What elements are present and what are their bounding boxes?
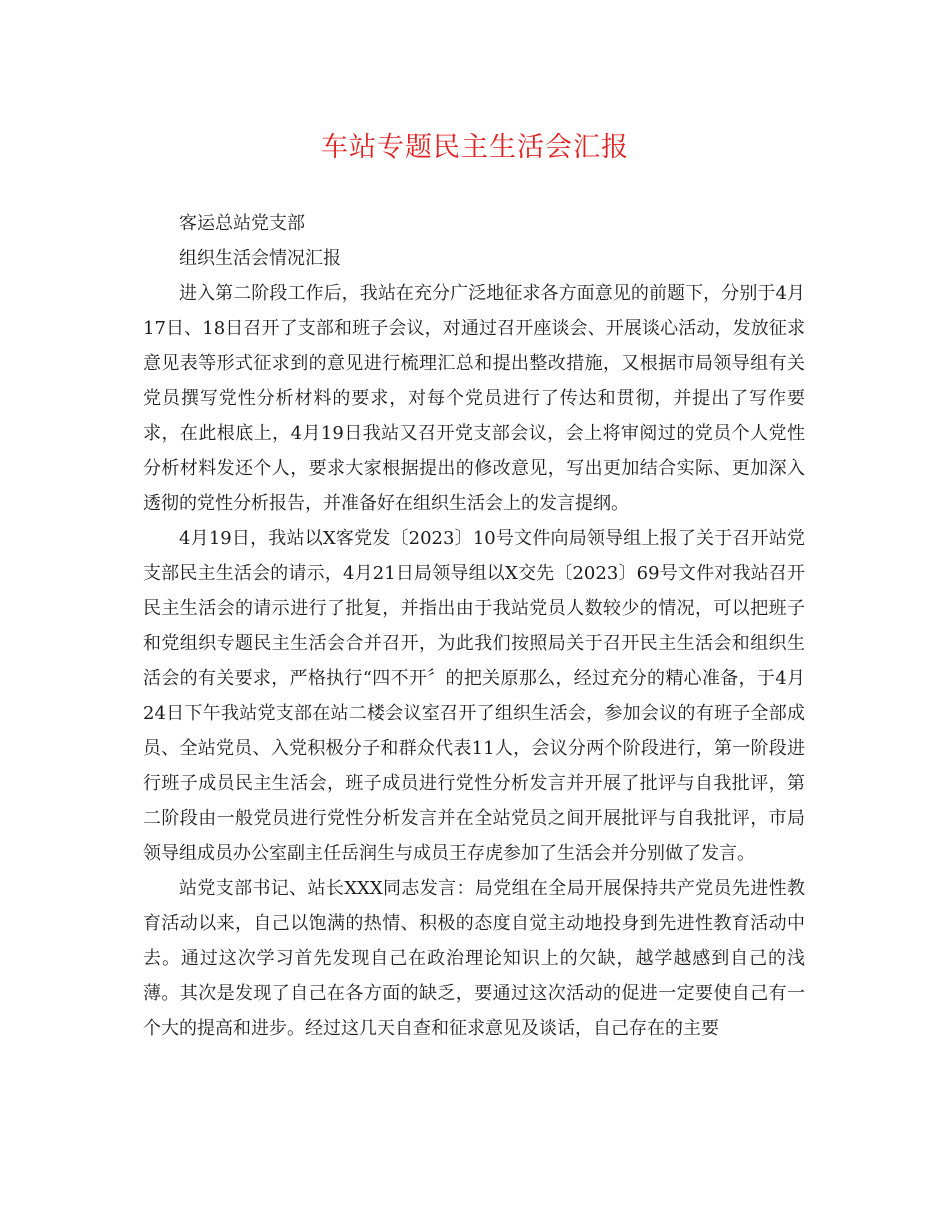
body-paragraph: 进入第二阶段工作后，我站在充分广泛地征求各方面意见的前题下，分别于4月17日、18日召开了支部和班子会议，对通过召开座谈会、开展谈心活动，发放征求意见表等形式征求到的意见进行梳理汇总和提出整改措施，又根据市局领导组有关党员撰写党性分析材料的要求，对每个党员进行了传达和贯彻，并提出了写作要求，在此根底上，4月19日我站又召开党支部会议，会上将审阅过的党员个人党性分析材料发还个人，要求大家根据提出的修改意见，写出更加结合实际、更加深入透彻的党性分析报告，并准备好在组织生活会上的发言提纲。 — [143, 283, 805, 514]
body-paragraph: 4月19日，我站以X客党发〔2023〕10号文件向局领导组上报了关于召开站党支部民主生活会的请示，4月21日局领导组以X交先〔2023〕69号文件对我站召开民主生活会的请示进行了批复，并指出由于我站党员人数较少的情况，可以把班子和党组织专题民主生活会合并召开，为此我们按照局关于召开民主生活会和组织生活会的有关要求，严格执行“四不开〞的把关原那么，经过充分的精心准备，于4月24日下午我站党支部在站二楼会议室召开了组织生活会，参加会议的有班子全部成员、全站党员、入党积极分子和群众代表11人，会议分两个阶段进行，第一阶段进行班子成员民主生活会，班子成员进行党性分析发言并开展了批评与自我批评，第二阶段由一般党员进行党性分析发言并在全站党员之间开展批评与自我批评，市局领导组成员办公室副主任岳润生与成员王存虎参加了生活会并分别做了发言。 — [143, 528, 805, 864]
page-title: 车站专题民主生活会汇报 — [321, 132, 629, 163]
org-name-line: 客运总站党支部 — [179, 213, 305, 234]
body-paragraph: 站党支部书记、站长XXX同志发言：局党组在全局开展保持共产党员先进性教育活动以来，自己以饱满的热情、积极的态度自觉主动地投身到先进性教育活动中去。通过这次学习首先发现自己在政治理论知识上的欠缺，越学越感到自己的浅薄。其次是发现了自己在各方面的缺乏，要通过这次活动的促进一定要使自己有一个大的提高和进步。经过这几天自查和征求意见及谈话，自己存在的主要 — [143, 878, 805, 1039]
document-body — [143, 206, 805, 1046]
report-subtitle-line: 组织生活会情况汇报 — [179, 248, 341, 269]
